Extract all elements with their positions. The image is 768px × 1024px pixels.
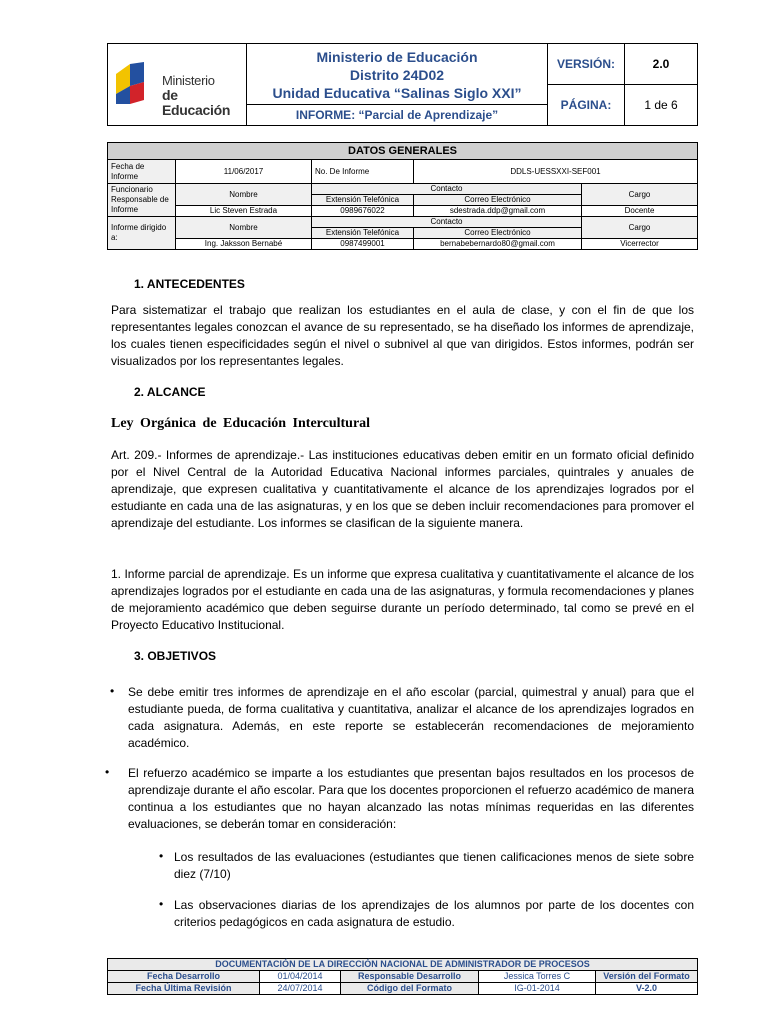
dir-nombre: Ing. Jaksson Bernabé	[176, 239, 312, 250]
logo-line-2: de Educación	[162, 87, 231, 118]
paragraph-antecedentes: Para sistematizar el trabajo que realizan los estudiantes en el aula de clase, y con el fin de que los representantes legales conozcan el avance de su representado, se ha diseñado los informes de aprendizaje, los cuales tienen especificidades según el nivel o subnivel al que van dirigidos. Estos informes, podrán ser visualizados por los representantes legales.	[111, 303, 694, 368]
footer-responsable: Jessica Torres C	[479, 971, 596, 983]
bullet-icon: •	[159, 849, 164, 863]
footer-title: DOCUMENTACIÓN DE LA DIRECCIÓN NACIONAL DE ADMINISTRADOR DE PROCESOS	[108, 959, 698, 971]
logo-line-1: Ministerio	[162, 73, 215, 88]
logo-text	[162, 74, 246, 118]
flag-icon	[114, 60, 148, 106]
footer-codigo: IG-01-2014	[479, 983, 596, 995]
section-objetivos: 3. OBJETIVOS	[134, 649, 217, 663]
footer-codigo-label: Código del Formato	[341, 983, 479, 995]
footer-fecha-desarrollo-label: Fecha Desarrollo	[108, 971, 260, 983]
bullet-icon: •	[110, 684, 115, 698]
footer-version: V-2.0	[596, 983, 698, 995]
footer-fecha-desarrollo: 01/04/2014	[260, 971, 341, 983]
paragraph-informe-parcial: 1. Informe parcial de aprendizaje. Es un informe que expresa cualitativa y cuantitativamente el alcance de los aprendizajes logrados por el estudiante en cada una de las asignaturas, y formula recomendaciones y planes de mejoramiento académico que deben seguirse durante un período determinado, tal como se prevé en el Proyecto Educativo Institucional.	[111, 567, 694, 632]
func-cargo-header: Cargo	[582, 184, 698, 206]
bullet-evaluaciones: Los resultados de las evaluaciones (estudiantes que tienen calificaciones menos de siete sobre diez (7/10)	[174, 850, 694, 881]
func-tel: 0989676022	[312, 206, 414, 217]
header-title-school: Unidad Educativa “Salinas Siglo XXI”	[272, 85, 522, 101]
header-title-ministry: Ministerio de Educación	[316, 49, 478, 65]
paragraph-art-209: Art. 209.- Informes de aprendizaje.- Las instituciones educativas deben emitir en un formato oficial definido por el Nivel Central de la Autoridad Educativa Nacional informes parciales, quintrales y anuales de aprendizaje, que expresen cualitativa y cuantitativamente el alcance de los aprendizajes logrados por el estudiante en cada una de las asignaturas, y en los que se deben incluir recomendaciones para promover el aprendizaje del estudiante. Los informes se clasifican de la siguiente manera.	[111, 448, 694, 530]
footer-responsable-label: Responsable Desarrollo	[341, 971, 479, 983]
func-mail: sdestrada.ddp@gmail.com	[414, 206, 582, 217]
funcionario-label: Funcionario Responsable de Informe	[108, 184, 176, 217]
no-informe-label: No. De Informe	[312, 160, 414, 184]
bullet-icon: •	[159, 897, 164, 911]
footer-table	[107, 958, 698, 995]
bullet-observaciones: Las observaciones diarias de los aprendizajes de los alumnos por parte de los docentes con criterios pedagógicos en cada asignatura de estudio.	[174, 898, 694, 929]
header-informe: INFORME: “Parcial de Aprendizaje”	[247, 104, 547, 125]
page-label: PÁGINA:	[548, 85, 625, 125]
fecha-label: Fecha de Informe	[108, 160, 176, 184]
bullet-icon: •	[105, 765, 110, 779]
dir-nombre-header: Nombre	[176, 217, 312, 239]
fecha-value: 11/06/2017	[176, 160, 312, 184]
document-header	[107, 43, 698, 126]
dir-cargo-header: Cargo	[582, 217, 698, 239]
version-value: 2.0	[652, 57, 670, 71]
dir-cargo: Vicerrector	[582, 239, 698, 250]
dir-mail: bernabebernardo80@gmail.com	[414, 239, 582, 250]
footer-revision-date: 24/07/2014	[260, 983, 341, 995]
dir-extension-header: Extensión Telefónica	[312, 228, 414, 239]
header-title-district: Distrito 24D02	[349, 67, 445, 83]
footer-version-label: Versión del Formato	[596, 971, 698, 983]
no-informe-value: DDLS-UESSXXI-SEF001	[414, 160, 698, 184]
header-meta	[548, 44, 697, 125]
func-contacto-header: Contacto	[312, 184, 582, 195]
ministry-logo	[108, 44, 247, 125]
header-titles	[247, 44, 548, 125]
page-value: 1 de 6	[644, 98, 678, 112]
law-title: Ley Orgánica de Educación Intercultural	[111, 416, 371, 431]
dirigido-label: Informe dirigido a:	[108, 217, 176, 250]
func-extension-header: Extensión Telefónica	[312, 195, 414, 206]
func-nombre: Lic Steven Estrada	[176, 206, 312, 217]
section-antecedentes: 1. ANTECEDENTES	[134, 277, 245, 291]
dir-contacto-header: Contacto	[312, 217, 582, 228]
func-cargo: Docente	[582, 206, 698, 217]
datos-generales-title: DATOS GENERALES	[108, 143, 698, 160]
dir-correo-header: Correo Electrónico	[414, 228, 582, 239]
bullet-objetivo-1: Se debe emitir tres informes de aprendizaje en el año escolar (parcial, quimestral y anual) para que el estudiante pueda, de forma cualitativa y cuantitativa, analizar el alcance de los aprendizajes logrados en cada asignatura. Además, en este reporte se establecerán recomendaciones de mejoramiento académico.	[128, 685, 694, 750]
bullet-objetivo-2: El refuerzo académico se imparte a los estudiantes que presentan bajos resultados en los procesos de aprendizaje durante el año escolar. Para que los docentes proporcionen el refuerzo académico de manera continua a los estudiantes que no hayan alcanzado las notas mínimas requeridas en las diferentes evaluaciones, se deberán tomar en consideración:	[128, 766, 694, 831]
section-alcance: 2. ALCANCE	[134, 385, 206, 399]
func-correo-header: Correo Electrónico	[414, 195, 582, 206]
footer-revision-label: Fecha Última Revisión	[108, 983, 260, 995]
version-label: VERSIÓN:	[548, 44, 625, 84]
dir-tel: 0987499001	[312, 239, 414, 250]
func-nombre-header: Nombre	[176, 184, 312, 206]
datos-generales-table	[107, 142, 698, 250]
